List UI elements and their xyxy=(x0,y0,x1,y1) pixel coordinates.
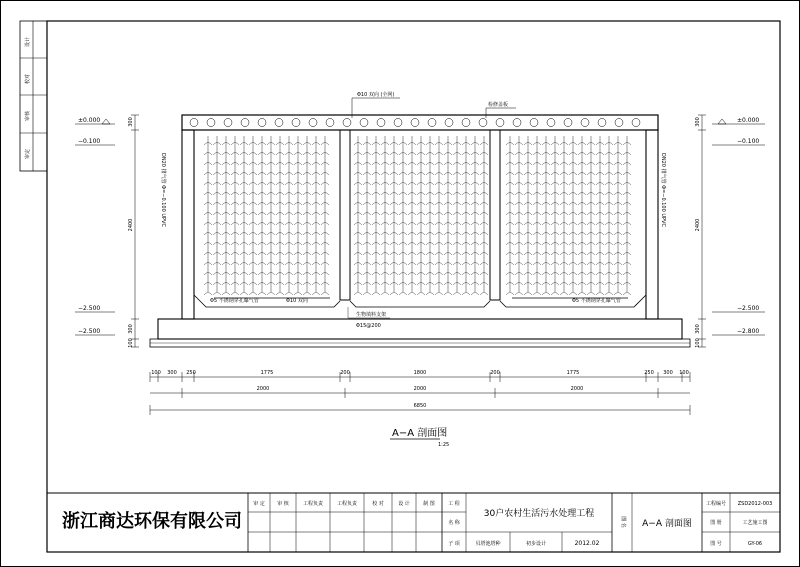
meta-label-1: 工程编号 xyxy=(705,501,727,507)
vdim-right-1: 300 xyxy=(695,117,701,127)
sig-label-5: 校 对 xyxy=(372,501,384,507)
sig-label-6: 设 计 xyxy=(398,501,410,507)
project-label-3: 子 项 xyxy=(448,541,460,547)
elev-left-4: −2.500 xyxy=(78,328,101,335)
hdim-top-10: 300 xyxy=(663,370,673,376)
hdim-total: 6850 xyxy=(413,403,427,409)
company-name: 浙江商达环保有限公司 xyxy=(62,511,242,532)
design-stage: 初步设计 xyxy=(525,541,547,547)
strip-label-2: 校对 xyxy=(25,73,31,85)
hdim-top-7: 200 xyxy=(490,370,500,376)
project-name: 30户农村生活污水处理工程 xyxy=(483,509,595,519)
meta-label-3: 图 号 xyxy=(710,541,722,547)
sig-label-7: 制 图 xyxy=(423,501,435,507)
sig-label-2: 审 核 xyxy=(277,501,289,507)
vdim-right-4: 100 xyxy=(695,338,701,348)
strip-label-4: 审定 xyxy=(25,148,31,160)
hdim-top-11: 100 xyxy=(679,370,689,376)
left-pipe-note: DN20 排气管 Φ=−0.100 UPVC xyxy=(160,153,166,227)
hdim-mid-1: 2000 xyxy=(256,386,270,392)
hdim-top-3: 250 xyxy=(186,370,196,376)
hdim-top-6: 1800 xyxy=(413,370,427,376)
top-rebar-note: Φ10 双向 (全网) xyxy=(357,92,395,98)
hdim-top-1: 100 xyxy=(151,370,161,376)
vdim-left-2: 2400 xyxy=(128,218,134,232)
hdim-top-2: 300 xyxy=(167,370,177,376)
elev-left-1: ±0.000 xyxy=(78,117,101,124)
strip-label-1: 设计 xyxy=(25,36,31,48)
sub-item: 贝塔池塔种 xyxy=(475,541,501,547)
section-scale: 1:25 xyxy=(438,442,450,448)
section-title: A−A 剖面图 xyxy=(392,428,448,439)
elev-right-3: −2.500 xyxy=(737,305,760,312)
drawing-name-label: 图 名 xyxy=(620,516,626,528)
sheet-outer-border xyxy=(1,1,800,567)
hdim-mid-2: 2000 xyxy=(413,386,427,392)
hdim-top-8: 1775 xyxy=(566,370,580,376)
elev-right-2: −0.100 xyxy=(737,138,760,145)
project-label-1: 工 程 xyxy=(448,501,460,507)
sig-label-4: 工程负责 xyxy=(336,501,358,507)
project-label-2: 名 称 xyxy=(448,520,460,526)
elev-right-4: −2.800 xyxy=(737,328,760,335)
hdim-top-4: 1775 xyxy=(260,370,274,376)
vdim-left-3: 300 xyxy=(128,324,134,334)
meta-label-2: 图 册 xyxy=(710,520,722,526)
hdim-mid-3: 2000 xyxy=(570,386,584,392)
drawing-name: A−A 剖面图 xyxy=(642,519,692,529)
right-pipe-note: DN20 排气管 Φ=−0.100 UPVC xyxy=(660,153,666,227)
support-spec-note: Φ15@200 xyxy=(356,323,381,329)
bottom-pipe-note-left: Φ5 不锈钢穿孔曝气管 xyxy=(210,298,259,304)
hdim-top-5: 200 xyxy=(340,370,350,376)
bottom-pipe-note-right: Φ5 不锈钢穿孔曝气管 xyxy=(572,298,621,304)
vdim-left-1: 300 xyxy=(128,117,134,127)
elev-left-3: −2.500 xyxy=(78,305,101,312)
vdim-right-2: 2400 xyxy=(695,218,701,232)
project-number: ZSD2012-003 xyxy=(737,501,773,507)
support-note: 生物填料支架 xyxy=(356,312,387,318)
drawing-date: 2012.02 xyxy=(574,540,600,547)
hdim-top-9: 250 xyxy=(644,370,654,376)
vdim-left-4: 100 xyxy=(128,338,134,348)
sig-label-1: 审 定 xyxy=(253,501,265,507)
vdim-right-3: 300 xyxy=(695,324,701,334)
bottom-rebar-note-mid: Φ10 双向 xyxy=(286,298,308,304)
strip-label-3: 审核 xyxy=(25,110,31,122)
elev-right-1: ±0.000 xyxy=(737,117,760,124)
elev-left-2: −0.100 xyxy=(78,138,101,145)
sig-label-3: 工程负责 xyxy=(302,501,324,507)
drawing-volume: 工艺施工图 xyxy=(742,520,768,526)
top-cover-note: 检修盖板 xyxy=(488,102,509,108)
drawing-number: GY-06 xyxy=(747,541,763,547)
